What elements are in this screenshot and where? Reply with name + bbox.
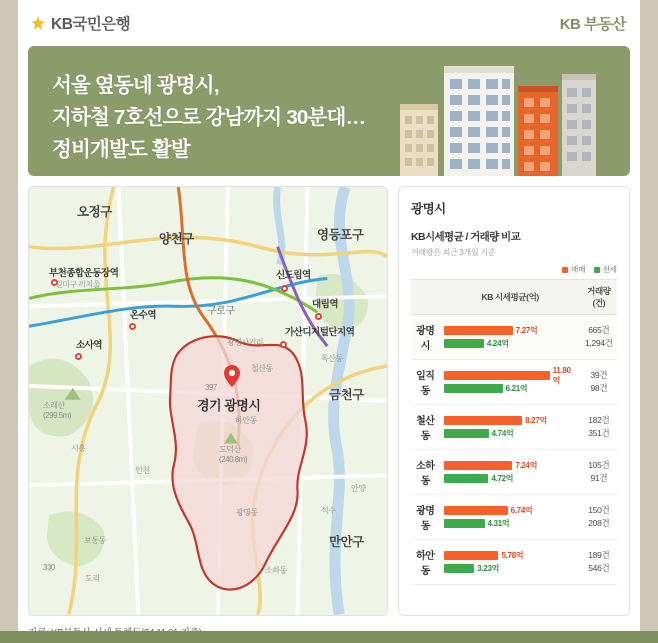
- count-sale: 189건: [588, 549, 610, 560]
- row-counts: [581, 405, 617, 450]
- headline-line-1: 서울 옆동네 광명시,: [52, 74, 219, 97]
- page-header: [18, 0, 640, 46]
- row-bars: [440, 540, 581, 585]
- row-region-name: 광명동: [411, 495, 440, 540]
- bar-jeonse-label: 3.23억: [477, 563, 500, 573]
- legend-label-sale: 매매: [571, 265, 586, 274]
- map-label-ojeong-gu: 오정구: [77, 205, 112, 219]
- map-label-cheolsan-dong: 철산동: [251, 364, 273, 373]
- map-label-route-330: 330: [43, 563, 55, 572]
- table-row: [411, 540, 617, 585]
- table-row: [411, 450, 617, 495]
- chart-legend: [411, 264, 617, 275]
- map-label-sindorim-station: 신도림역: [276, 270, 311, 281]
- map-label-soraesan: 소래산 (299.5m): [43, 401, 72, 420]
- count-jeonse: 91건: [590, 473, 608, 483]
- page-edge-right: [640, 0, 658, 643]
- col-header-count: 거래량(건): [581, 280, 617, 315]
- row-region-name: 광명시: [411, 315, 440, 360]
- map-center-label: 경기 광명시: [197, 398, 261, 413]
- map-label-gasan-digital-station: 가산디지털단지역: [285, 327, 355, 338]
- station-dot-daerim[interactable]: [315, 313, 322, 320]
- bar-sale-label: 11.80억: [552, 365, 571, 385]
- page-edge-left: [0, 0, 18, 643]
- map-card[interactable]: [28, 186, 388, 616]
- bar-jeonse-fill: [444, 519, 485, 528]
- bar-jeonse-fill: [444, 384, 503, 393]
- station-dot-onsu[interactable]: [129, 323, 136, 330]
- bar-sale-fill: [444, 416, 522, 425]
- bar-sale-fill: [444, 371, 550, 380]
- row-region-name: 철산동: [411, 405, 440, 450]
- stats-table-body: [411, 315, 617, 585]
- bar-jeonse: [444, 473, 577, 484]
- count-jeonse: 351건: [588, 428, 610, 438]
- row-counts: [581, 315, 617, 360]
- buildings-illustration: [392, 46, 622, 176]
- row-region-name: 하안동: [411, 540, 440, 585]
- count-jeonse: 208건: [588, 518, 610, 528]
- bar-jeonse-fill: [444, 429, 489, 438]
- count-sale: 150건: [588, 504, 610, 515]
- map-label-onsu-station: 온수역: [130, 310, 157, 321]
- map-label-dodeoksan: 도덕산 (240.8m): [219, 445, 248, 464]
- count-sale: 182건: [588, 414, 610, 425]
- row-counts: [581, 360, 617, 405]
- count-sale: 39건: [590, 369, 608, 380]
- count-jeonse: 1,294건: [585, 338, 613, 348]
- bar-jeonse-label: 6.21억: [505, 383, 528, 393]
- bottom-accent-bar: [0, 631, 658, 643]
- map-label-manan-gu: 만안구: [329, 535, 364, 549]
- bar-sale-label: 7.24억: [515, 461, 538, 471]
- stats-panel: [398, 186, 630, 616]
- legend-item-jeonse: [594, 264, 618, 275]
- map-label-guro-gu: 구로구: [207, 306, 235, 317]
- row-bars: [440, 450, 581, 495]
- row-counts: [581, 450, 617, 495]
- row-region-name: 소하동: [411, 450, 440, 495]
- kb-logo: [30, 12, 130, 34]
- page-inner: [18, 0, 640, 643]
- bar-jeonse-fill: [444, 564, 475, 573]
- table-row: [411, 360, 617, 405]
- map-label-gwangmyeong-sageori: 광명사거리: [227, 338, 264, 347]
- headline-line-3: 정비개발도 활발: [52, 137, 190, 161]
- row-region-name: 일직동: [411, 360, 440, 405]
- bar-jeonse-label: 4.72억: [491, 473, 514, 483]
- headline: [52, 70, 365, 165]
- row-bars: [440, 315, 581, 360]
- panel-note: 거래량은 최근 3개월 기준: [411, 248, 496, 257]
- count-jeonse: 98건: [590, 383, 608, 393]
- kb-brand-label: KB 부동산: [559, 15, 626, 33]
- title-band: [28, 46, 630, 176]
- count-jeonse: 546건: [588, 563, 610, 573]
- stats-table: [411, 279, 617, 585]
- bar-sale: [444, 415, 577, 426]
- map-label-geumcheon-gu: 금천구: [329, 388, 364, 402]
- bar-jeonse-label: 4.31억: [487, 518, 510, 528]
- map-label-gwangmyeong-dong: 광명동: [236, 508, 258, 517]
- bar-jeonse: [444, 428, 577, 439]
- map-label-seoksu: 석수: [321, 506, 336, 515]
- bar-jeonse-label: 4.74억: [491, 428, 514, 438]
- station-dot-sindorim[interactable]: [281, 285, 288, 292]
- station-dot-gasan[interactable]: [280, 341, 287, 348]
- map-label-sosa-station: 소사역: [76, 340, 103, 351]
- map-label-yeongdeungpo-gu: 영등포구: [317, 228, 364, 242]
- table-row: [411, 495, 617, 540]
- bar-sale: [444, 365, 577, 385]
- map-label-siheung: 시흥: [71, 444, 86, 453]
- bar-sale: [444, 325, 577, 336]
- map-label-botong-dong: 보통동: [84, 536, 106, 545]
- bar-sale-fill: [444, 461, 513, 470]
- bar-sale-label: 6.74억: [510, 506, 533, 516]
- bar-jeonse-fill: [444, 474, 489, 483]
- panel-title: 광명시: [411, 202, 446, 216]
- panel-subtitle: KB시세평균 / 거래량 비교: [411, 231, 521, 243]
- bar-sale-label: 8.27억: [525, 416, 547, 426]
- legend-item-sale: [562, 264, 586, 275]
- map-label-dori: 도리: [85, 574, 100, 583]
- row-bars: [440, 405, 581, 450]
- bar-sale: [444, 505, 577, 516]
- map-label-doksan-dong: 독산동: [321, 354, 343, 363]
- table-row: [411, 315, 617, 360]
- bar-sale-label: 7.27억: [515, 326, 538, 336]
- row-bars: [440, 495, 581, 540]
- bar-sale: [444, 460, 577, 471]
- map-label-wonmi-gu: 원미구 까치울: [55, 280, 101, 289]
- legend-label-jeonse: 전세: [602, 265, 617, 274]
- map-label-anyang: 안양: [351, 484, 366, 493]
- col-header-region: [411, 280, 440, 315]
- table-header-row: [411, 280, 617, 315]
- map-label-daerim-station: 대림역: [312, 299, 339, 310]
- row-bars: [440, 360, 581, 405]
- count-sale: 665건: [588, 324, 610, 335]
- bar-sale-fill: [444, 326, 513, 335]
- bar-jeonse: [444, 338, 577, 349]
- bar-jeonse: [444, 518, 577, 529]
- legend-swatch-jeonse: [594, 267, 600, 273]
- count-sale: 105건: [588, 459, 610, 470]
- kb-star-icon: [30, 15, 46, 31]
- map-pin-icon[interactable]: [224, 365, 240, 387]
- bar-jeonse: [444, 563, 577, 574]
- bar-sale-label: 5.78억: [501, 551, 524, 561]
- legend-swatch-sale: [562, 267, 568, 273]
- col-header-price: KB 시세평균(억): [440, 280, 581, 315]
- map-label-incheon: 인천: [135, 466, 150, 475]
- map-label-route-397: 397: [205, 383, 217, 392]
- map-label-haan-dong: 하안동: [235, 416, 257, 425]
- bar-jeonse-fill: [444, 339, 484, 348]
- bar-sale-fill: [444, 506, 508, 515]
- bar-sale: [444, 550, 577, 561]
- station-dot-sosa[interactable]: [75, 353, 82, 360]
- bar-jeonse-label: 4.24억: [486, 338, 509, 348]
- content-row: [28, 186, 630, 616]
- map-label-bucheon-stadium-station: 부천종합운동장역: [49, 268, 119, 279]
- row-counts: [581, 495, 617, 540]
- bar-sale-fill: [444, 551, 499, 560]
- map-label-sooha-dong: 소하동: [265, 566, 287, 575]
- table-row: [411, 405, 617, 450]
- headline-line-2: 지하철 7호선으로 강남까지 30분대…: [52, 105, 366, 129]
- kb-logo-text: KB국민은행: [51, 16, 131, 33]
- row-counts: [581, 540, 617, 585]
- map-label-yangcheon-gu: 양천구: [159, 232, 194, 246]
